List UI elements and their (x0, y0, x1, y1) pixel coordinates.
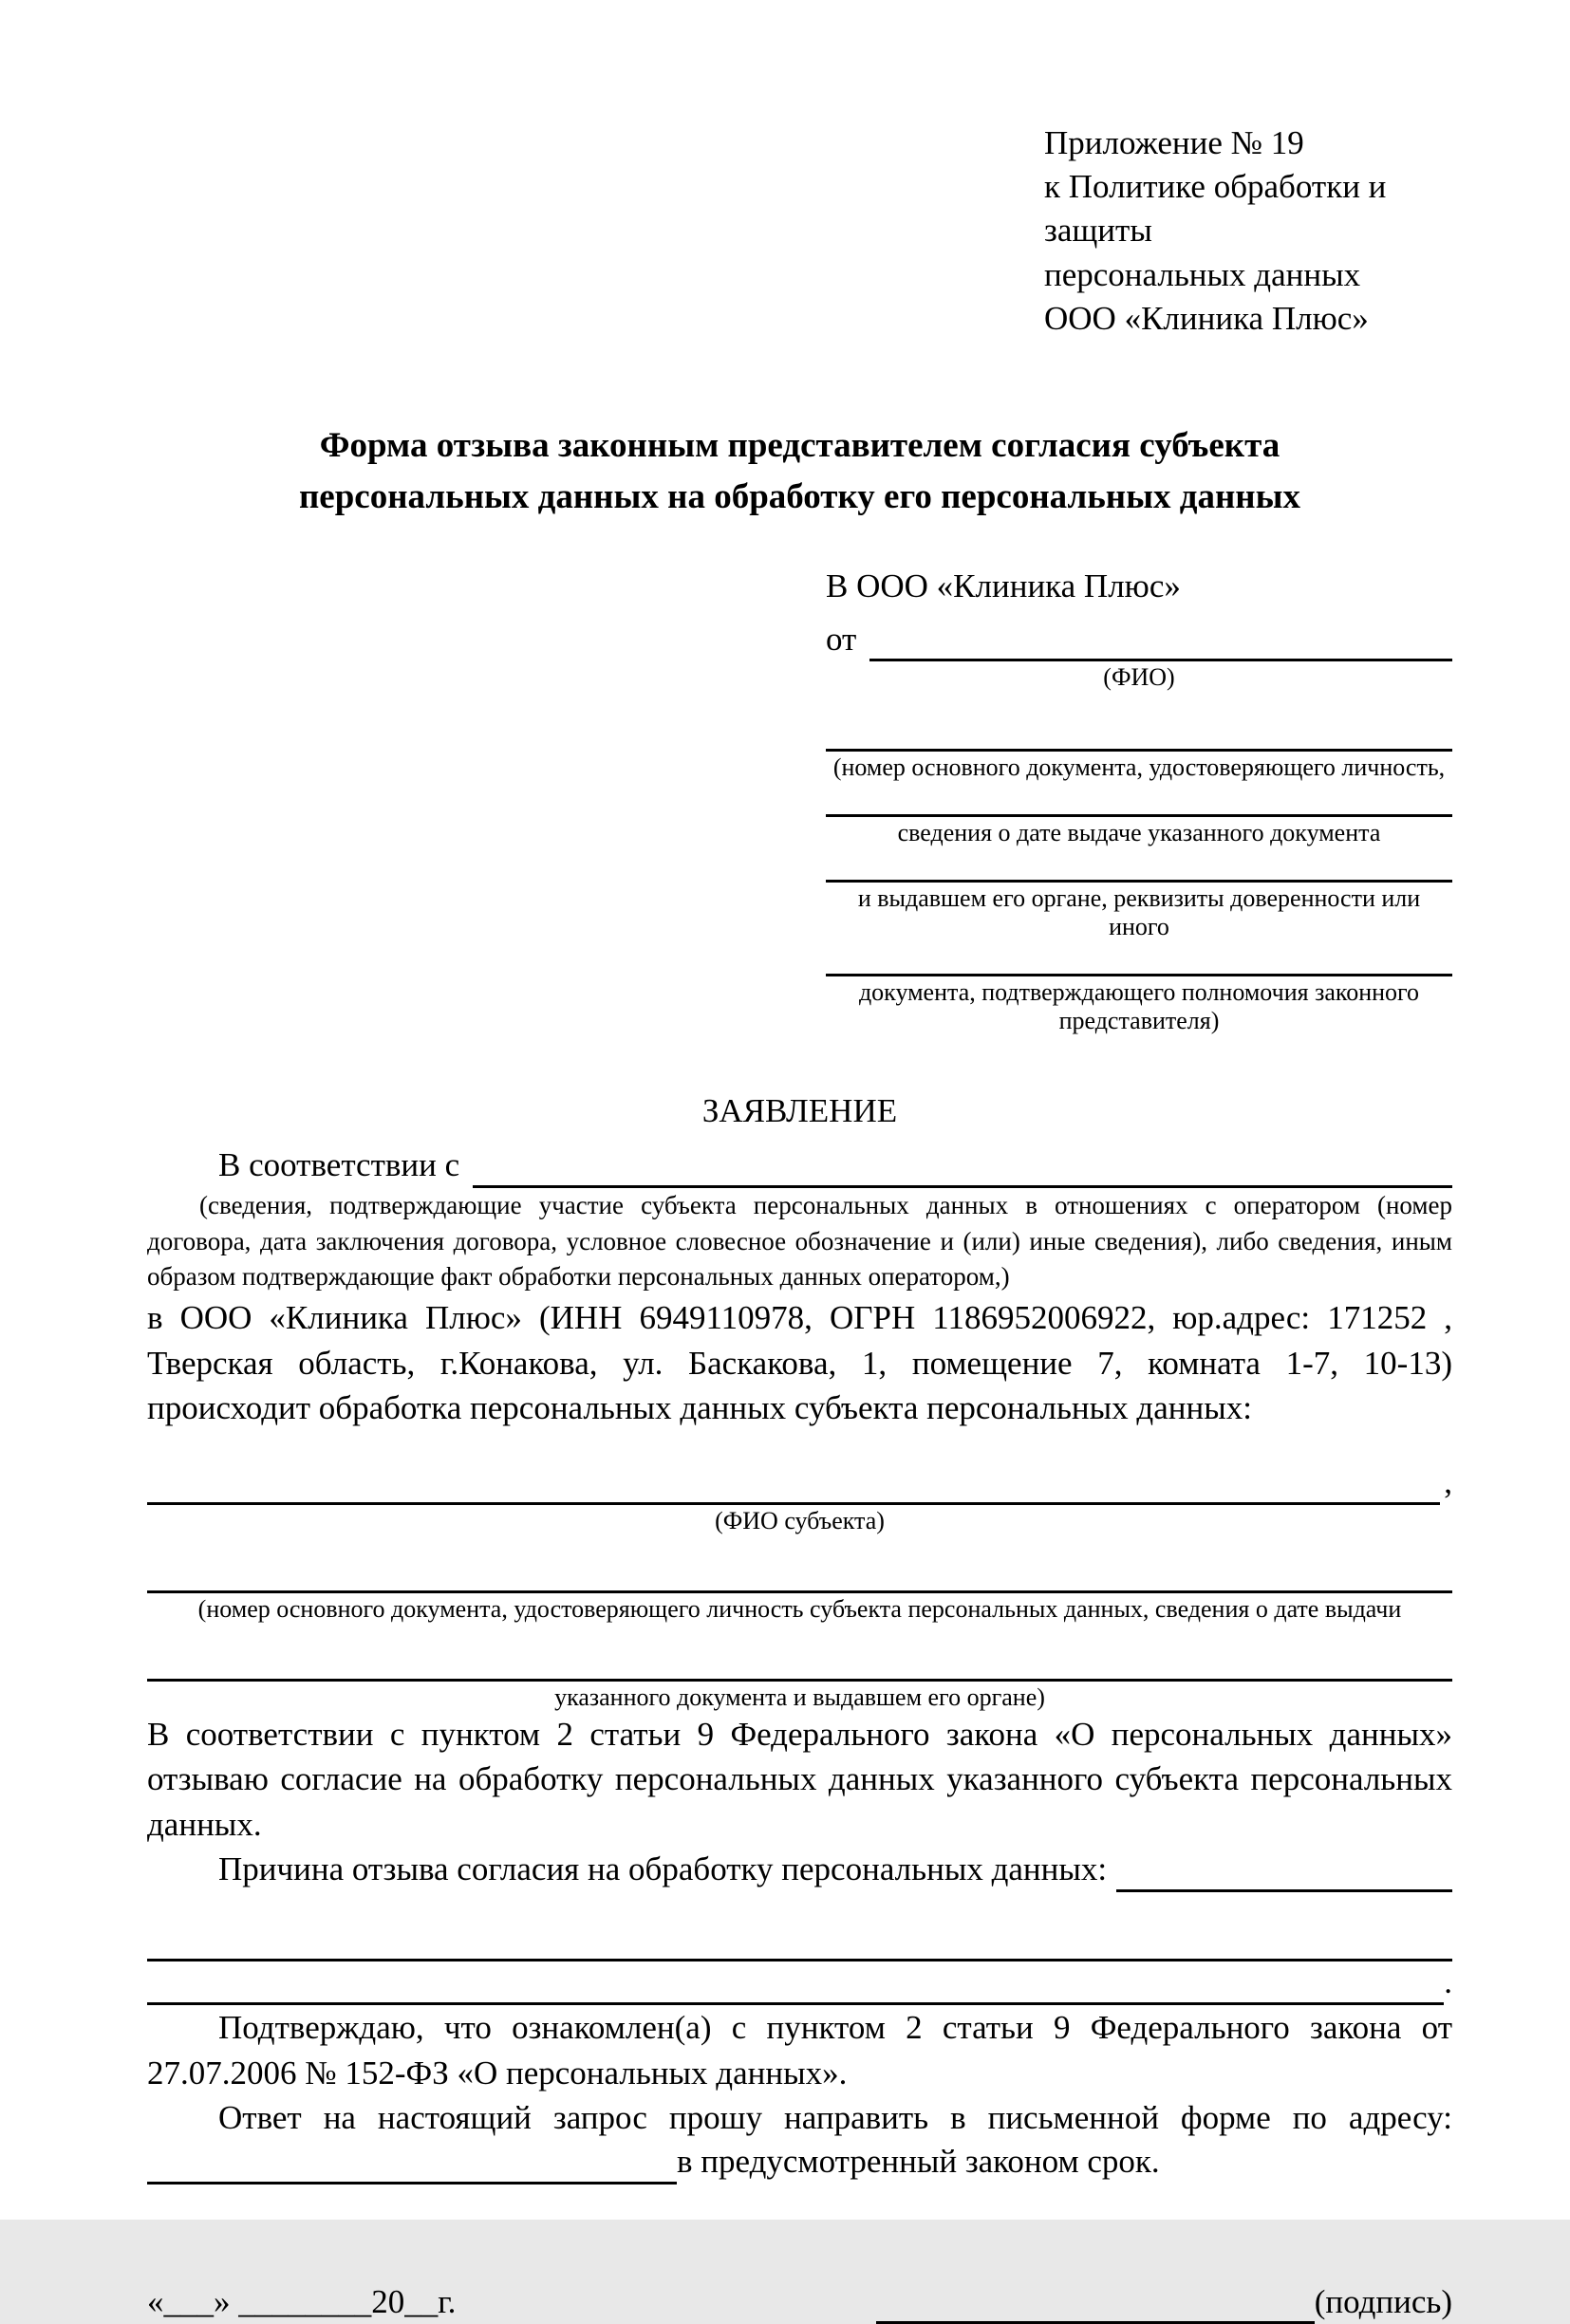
subject-doc-caption-2: указанного документа и выдавшем его органе) (554, 1683, 1045, 1711)
basis-field-line (473, 1152, 1452, 1188)
reason-row (147, 1847, 1452, 1892)
issue-date-field-line (826, 782, 1452, 817)
statement-heading: ЗАЯВЛЕНИЕ (701, 1091, 898, 1129)
confirm-paragraph: Подтверждаю, что ознакомлен(а) с пунктом 2 статьи 9 Федерального закона от 27.07.2006 № 152-ФЗ «О персональных данных». (147, 2009, 1452, 2092)
subject-fio-row (147, 1463, 1452, 1505)
fio-field-line (869, 625, 1452, 661)
signature-caption: (подпись) (1314, 2282, 1452, 2320)
reason-label: Причина отзыва согласия на обработку персональных данных: (218, 1850, 1108, 1888)
subject-doc-field-line-2 (147, 1643, 1452, 1682)
addressee-to: В ООО «Клиника Плюс» (826, 567, 1181, 605)
appendix-line: ООО «Клиника Плюс» (1044, 299, 1369, 337)
authority-doc-field-line (826, 941, 1452, 976)
document-title-line: персональных данных на обработку его персональных данных (298, 476, 1300, 516)
issuing-authority-field-line (826, 847, 1452, 883)
reason-row-3 (147, 1961, 1452, 2005)
signature-block (876, 2279, 1452, 2324)
doc-number-caption: (номер основного документа, удостоверяющего личность, (832, 753, 1446, 782)
reply-address-row (147, 2141, 1452, 2185)
from-row (826, 617, 1452, 662)
intro-label: В соответствии с (218, 1146, 460, 1184)
reason-field-line-3 (147, 1969, 1444, 2005)
doc-number-field-line (826, 716, 1452, 752)
operator-paragraph: в ООО «Клиника Плюс» (ИНН 6949110978, ОГРН 1186952006922, юр.адрес: 171252 , Тверская область, г.Конакова, ул. Баскакова, 1, помещение 7, комната 1-7, 10-13) происходит обработка персональных данных субъекта персональных данных: (147, 1299, 1452, 1427)
appendix-line: Приложение № 19 (1044, 124, 1304, 161)
issue-date-caption: сведения о дате выдаче указанного документа (897, 819, 1381, 847)
trailing-period: . (1444, 1963, 1452, 2001)
appendix-line: к Политике обработки и защиты (1044, 168, 1387, 250)
footer-row (147, 2279, 1452, 2324)
reason-field-line-2 (147, 1917, 1452, 1961)
subject-fio-field-line (147, 1469, 1440, 1505)
issuing-authority-caption: и выдавшем его органе, реквизиты доверенности или иного (857, 884, 1421, 940)
revoke-paragraph: В соответствии с пунктом 2 статьи 9 Федерального закона «О персональных данных» отзываю согласие на обработку персональных данных указанного субъекта персональных данных. (147, 1715, 1452, 1843)
reply-address-field-line (147, 2148, 677, 2185)
document-title (147, 420, 1452, 522)
subject-doc-caption-1: (номер основного документа, удостоверяющего личность субъекта персональных данных, сведения о дате выдачи (197, 1594, 1402, 1623)
trailing-comma: , (1444, 1463, 1452, 1501)
document-title-line: Форма отзыва законным представителем согласия субъекта (319, 425, 1280, 465)
basis-caption: (сведения, подтверждающие участие субъекта персональных данных в отношениях с оператором (номер договора, дата заключения договора, условное словесное обозначение и (или) иные сведения), либо сведения, иным образом подтверждающие факт обработки персональных данных оператором,) (147, 1190, 1452, 1292)
addressee-block (826, 564, 1452, 1034)
subject-doc-field-line (147, 1554, 1452, 1593)
reply-paragraph: Ответ на настоящий запрос прошу направить в письменной форме по адресу: (218, 2099, 1452, 2137)
date-line: «___» ________20__г. (147, 2282, 457, 2320)
appendix-line: персональных данных (1044, 255, 1361, 293)
intro-row (147, 1143, 1452, 1188)
reason-field-line (1116, 1856, 1452, 1892)
signature-field-line (876, 2288, 1315, 2324)
reply-tail: в предусмотренный законом срок. (677, 2143, 1160, 2181)
from-label: от (826, 620, 857, 658)
appendix-note (1044, 121, 1452, 341)
fio-caption: (ФИО) (1103, 663, 1175, 692)
subject-fio-caption: (ФИО субъекта) (715, 1507, 885, 1534)
authority-doc-caption: документа, подтверждающего полномочия законного представителя) (858, 977, 1420, 1034)
